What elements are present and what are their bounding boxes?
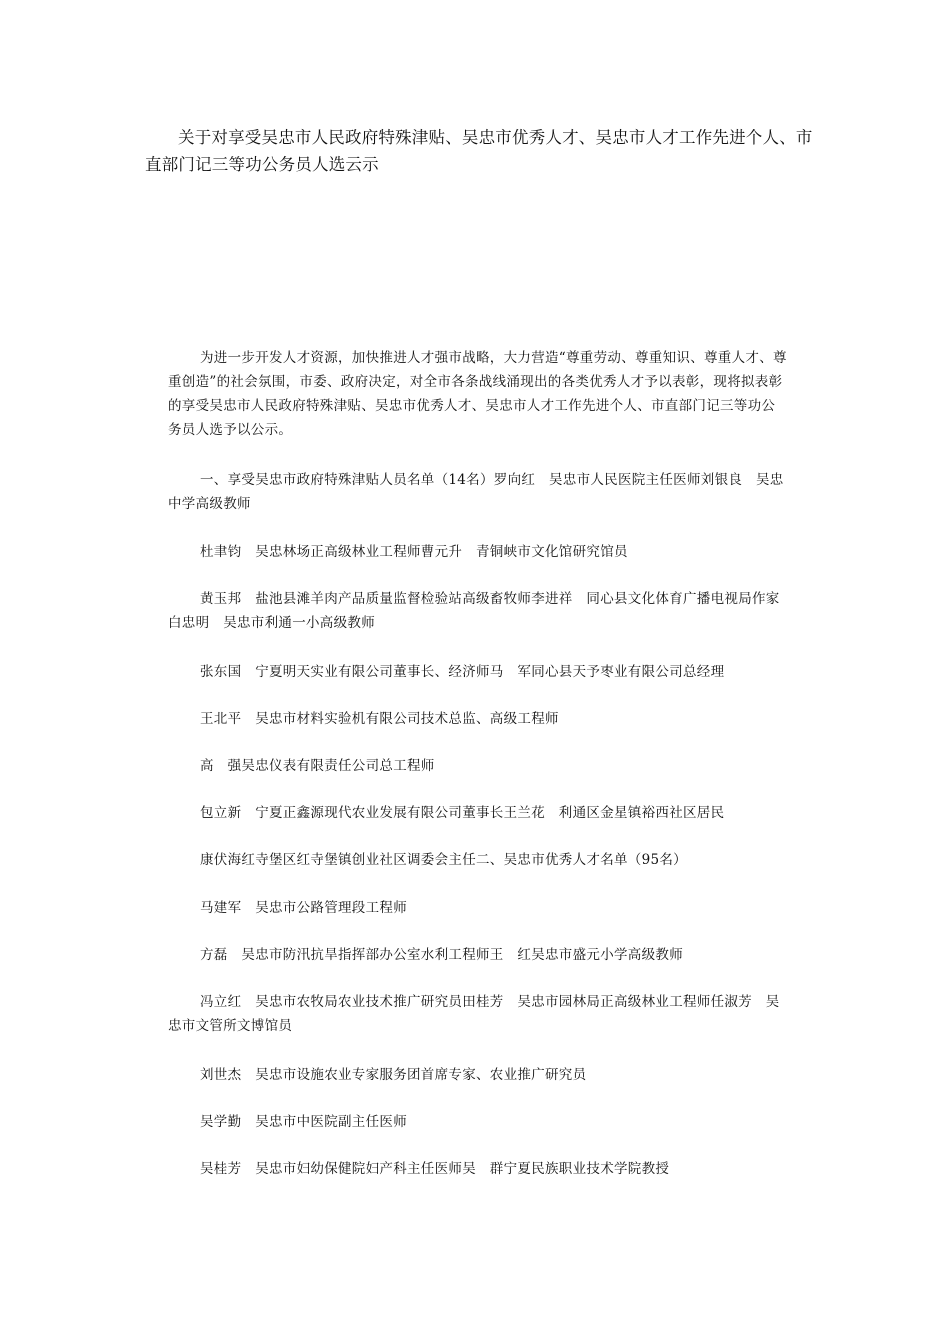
list-paragraph: 一、享受吴忠市政府特殊津贴人员名单（14名）罗向红 吴忠市人民医院主任医师刘银良 吴忠中学高级教师 xyxy=(168,472,784,512)
list-paragraph: 吴学勤 吴忠市中医院副主任医师 xyxy=(200,1114,407,1130)
document-title: 关于对享受吴忠市人民政府特殊津贴、吴忠市优秀人才、吴忠市人才工作先进个人、市直部门记三等功公务员人选云示 xyxy=(145,128,813,174)
list-paragraph: 王北平 吴忠市材料实验机有限公司技术总监、高级工程师 xyxy=(200,711,559,727)
list-paragraph: 张东国 宁夏明天实业有限公司董事长、经济师马 军同心县天予枣业有限公司总经理 xyxy=(200,664,725,680)
list-paragraph: 包立新 宁夏正鑫源现代农业发展有限公司董事长王兰花 利通区金星镇裕西社区居民 xyxy=(200,805,725,821)
list-paragraph: 刘世杰 吴忠市设施农业专家服务团首席专家、农业推广研究员 xyxy=(200,1067,587,1083)
list-paragraph: 康伏海红寺堡区红寺堡镇创业社区调委会主任二、吴忠市优秀人才名单（95名） xyxy=(200,852,687,868)
list-paragraph: 吴桂芳 吴忠市妇幼保健院妇产科主任医师吴 群宁夏民族职业技术学院教授 xyxy=(200,1161,670,1177)
intro-paragraph: 为进一步开发人才资源，加快推进人才强市战略，大力营造“尊重劳动、尊重知识、尊重人才、尊重创造”的社会氛围，市委、政府决定，对全市各条战线涌现出的各类优秀人才予以表彰，现将拟表彰的享受吴忠市人民政府特殊津贴、吴忠市优秀人才、吴忠市人才工作先进个人、市直部门记三等功公务员人选予以公示。 xyxy=(168,350,787,438)
list-paragraph: 马建军 吴忠市公路管理段工程师 xyxy=(200,900,407,916)
list-paragraph: 黄玉邦 盐池县滩羊肉产品质量监督检验站高级畜牧师李进祥 同心县文化体育广播电视局作家白忠明 吴忠市利通一小高级教师 xyxy=(168,591,780,631)
list-paragraph: 冯立红 吴忠市农牧局农业技术推广研究员田桂芳 吴忠市园林局正高级林业工程师任淑芳 吴忠市文管所文博馆员 xyxy=(168,994,780,1034)
list-paragraph: 高 强吴忠仪表有限责任公司总工程师 xyxy=(200,758,435,774)
list-paragraph: 杜聿钧 吴忠林场正高级林业工程师曹元升 青铜峡市文化馆研究馆员 xyxy=(200,544,628,560)
list-paragraph: 方磊 吴忠市防汛抗旱指挥部办公室水利工程师王 红吴忠市盛元小学高级教师 xyxy=(200,947,683,963)
